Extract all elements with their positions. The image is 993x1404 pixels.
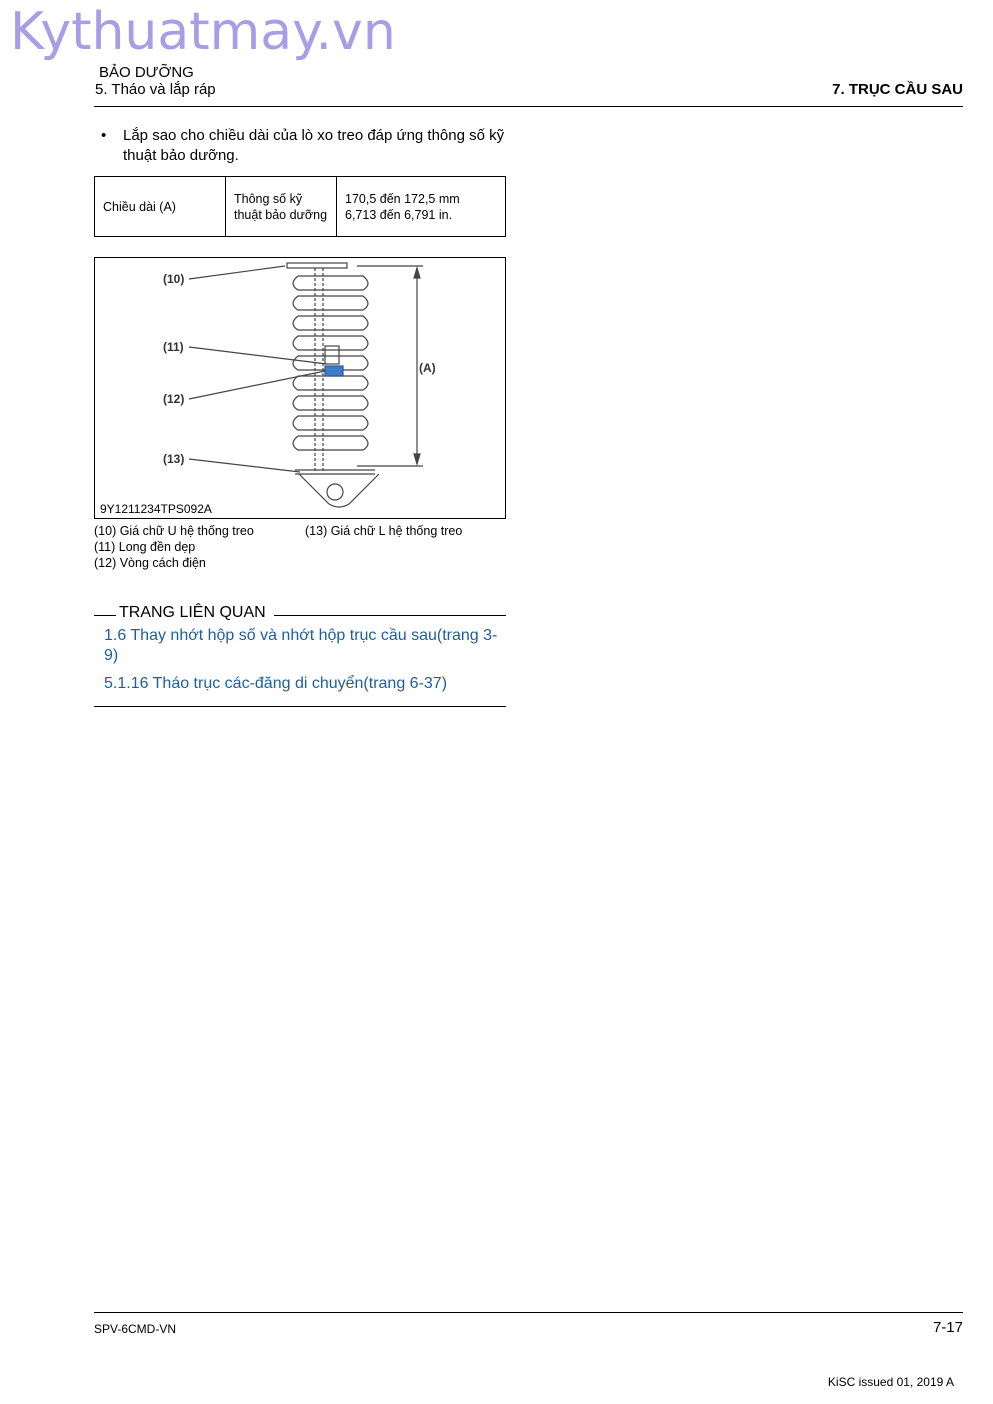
related-bottom-rule <box>94 706 506 707</box>
header-divider <box>94 106 963 107</box>
spec-item: Chiều dài (A) <box>95 177 226 237</box>
related-title-rule-right <box>274 615 506 616</box>
legend-item-13: (13) Giá chữ L hệ thống treo <box>305 524 463 538</box>
coil-spring <box>293 276 368 450</box>
bullet-dot: • <box>101 127 107 144</box>
spec-value-mm: 170,5 đến 172,5 mm <box>345 191 460 206</box>
callout-12: (12) <box>163 392 185 406</box>
legend-item-12: (12) Vòng cách điện <box>94 556 206 570</box>
spec-value-in: 6,713 đến 6,791 in. <box>345 207 453 222</box>
legend-item-11: (11) Long đền dẹp <box>94 540 196 554</box>
footer-doc-code: SPV-6CMD-VN <box>94 1322 177 1336</box>
insulator-ring <box>325 366 343 376</box>
callout-11: (11) <box>163 340 184 354</box>
callout-a: (A) <box>419 361 436 375</box>
bottom-bracket <box>295 470 379 507</box>
callout-10: (10) <box>163 272 185 286</box>
legend-item-10: (10) Giá chữ U hệ thống treo <box>94 524 254 538</box>
related-link-1[interactable]: 1.6 Thay nhớt hộp số và nhớt hộp trục cầu sau(trang 3-9) <box>104 627 498 664</box>
figure-code: 9Y1211234TPS092A <box>100 502 212 516</box>
related-title-rule-left <box>94 615 116 616</box>
spring-figure <box>94 257 506 519</box>
footer-page-number: 7-17 <box>932 1319 963 1336</box>
spec-label: Thông số kỹ thuật bảo dưỡng <box>226 177 337 237</box>
spec-value <box>337 177 506 237</box>
footer-issue: KiSC issued 01, 2019 A <box>827 1375 954 1389</box>
callout-13: (13) <box>163 452 185 466</box>
footer-divider <box>94 1312 963 1313</box>
instruction-text: Lắp sao cho chiều dài của lò xo treo đáp ứng thông số kỹ thuật bảo dưỡng. <box>123 127 505 164</box>
header-chapter: 7. TRỤC CẦU SAU <box>832 81 963 98</box>
related-title: TRANG LIÊN QUAN <box>119 604 270 622</box>
top-bracket <box>287 263 347 268</box>
watermark: Kythuatmay.vn <box>10 2 396 62</box>
header-section: BẢO DƯỠNG <box>99 64 194 81</box>
spring-diagram <box>95 258 507 520</box>
related-link-2[interactable]: 5.1.16 Tháo trục các-đăng di chuyển(trang 6-37) <box>104 675 448 692</box>
legend-right <box>305 523 462 539</box>
legend-left <box>94 523 254 571</box>
washer <box>325 346 339 364</box>
related-pages <box>94 604 506 692</box>
header-subsection: 5. Tháo và lắp ráp <box>95 81 216 98</box>
spec-table <box>94 176 506 237</box>
bottom-bracket-hole <box>327 484 343 500</box>
